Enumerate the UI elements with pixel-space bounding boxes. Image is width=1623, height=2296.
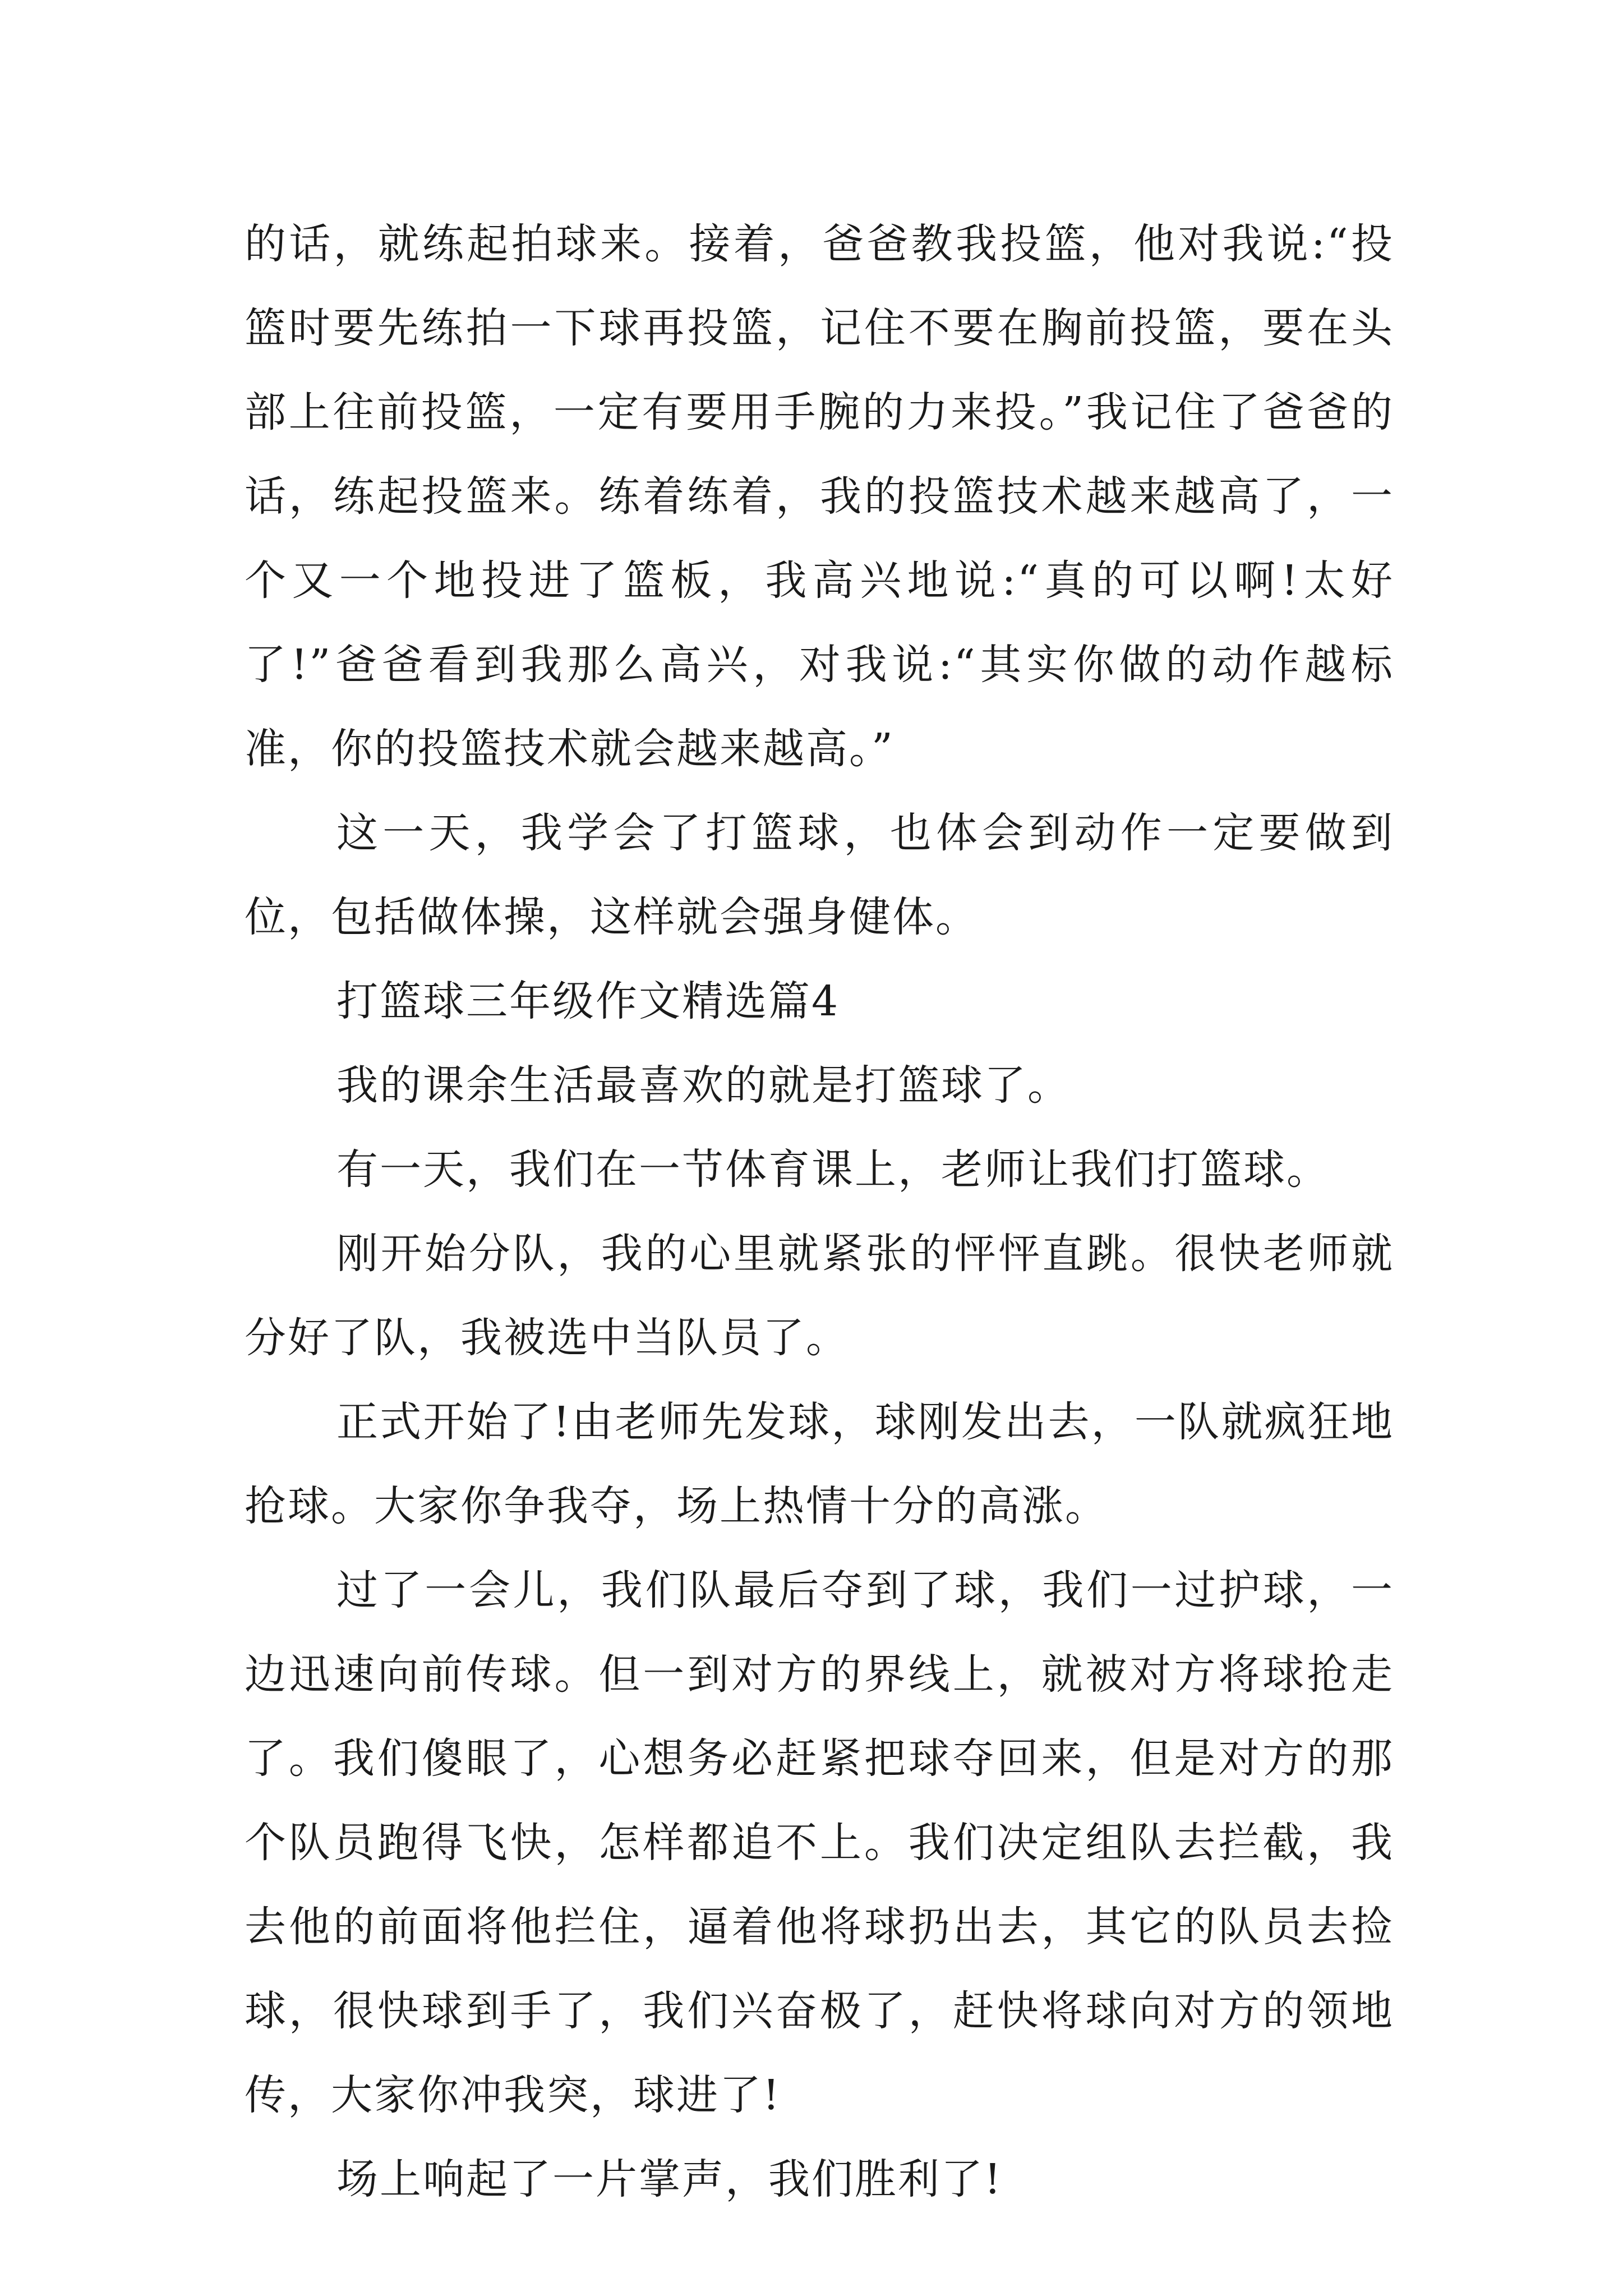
paragraph: 有一天，我们在一节体育课上，老师让我们打篮球。 — [336, 1145, 1330, 1194]
paragraph: 正式开始了!由老师先发球，球刚发出去，一队就疯狂地抢球。大家你争我夺，场上热情十分的高涨。 — [245, 1398, 1394, 1530]
article-body — [245, 202, 1394, 2221]
section-heading: 打篮球三年级作文精选篇4 — [336, 977, 840, 1025]
paragraph: 这一天，我学会了打篮球，也体会到动作一定要做到位，包括做体操，这样就会强身健体。 — [245, 809, 1394, 941]
paragraph: 过了一会儿，我们队最后夺到了球，我们一过护球，一边迅速向前传球。但一到对方的界线上，就被对方将球抢走了。我们傻眼了，心想务必赶紧把球夺回来，但是对方的那个队员跑得飞快，怎样都追不上。我们决定组队去拦截，我去他的前面将他拦住，逼着他将球扔出去，其它的队员去捡球，很快球到手了，我们兴奋极了，赶快将球向对方的领地传，大家你冲我突，球进了! — [245, 1566, 1394, 2119]
paragraph: 场上响起了一片掌声，我们胜利了! — [336, 2155, 1003, 2203]
paragraph-continued: 的话，就练起拍球来。接着，爸爸教我投篮，他对我说:“投篮时要先练拍一下球再投篮，记住不要在胸前投篮，要在头部上往前投篮，一定有要用手腕的力来投。”我记住了爸爸的话，练起投篮来。练着练着，我的投篮技术越来越高了，一个又一个地投进了篮板，我高兴地说:“真的可以啊!太好了!”爸爸看到我那么高兴，对我说:“其实你做的动作越标准，你的投篮技术就会越来越高。” — [245, 220, 1394, 773]
paragraph: 刚开始分队，我的心里就紧张的怦怦直跳。很快老师就分好了队，我被选中当队员了。 — [245, 1230, 1394, 1362]
paragraph: 我的课余生活最喜欢的就是打篮球了。 — [336, 1061, 1071, 1110]
